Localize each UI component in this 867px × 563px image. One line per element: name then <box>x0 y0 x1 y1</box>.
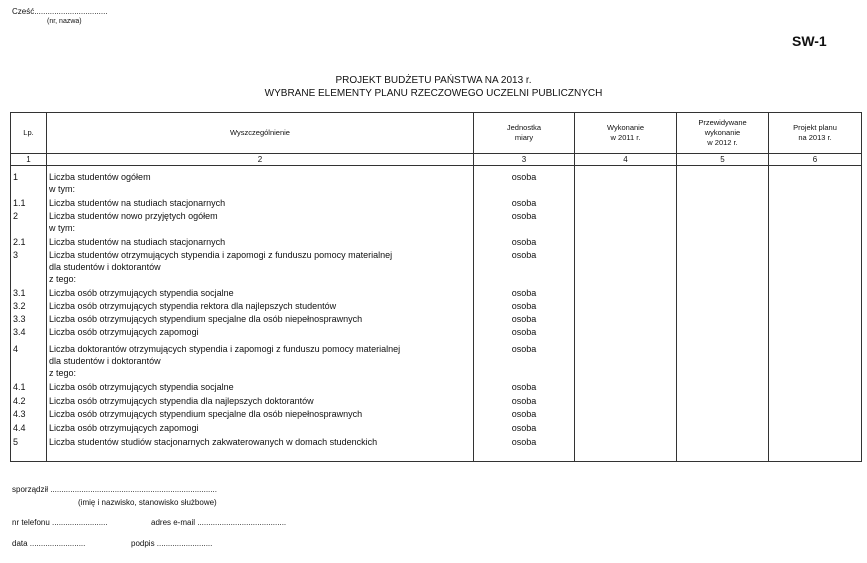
document-title-line2: WYBRANE ELEMENTY PLANU RZECZOWEGO UCZELNI PUBLICZNYCH <box>264 88 603 99</box>
row-unit: osoba <box>511 198 537 208</box>
row-lp: 1 <box>13 172 19 182</box>
row-lp: 3.1 <box>13 288 26 298</box>
email-field[interactable]: adres e-mail ........................................ <box>151 518 287 527</box>
plan-table <box>10 112 862 462</box>
table-header-row <box>11 113 862 154</box>
row-unit: osoba <box>511 382 537 392</box>
row-description: Liczba osób otrzymujących zapomogi <box>49 423 199 433</box>
description-column <box>47 166 474 462</box>
row-description: Liczba osób otrzymujących stypendium specjalne dla osób niepełnosprawnych <box>49 314 363 324</box>
form-code: SW-1 <box>792 33 827 49</box>
row-description: Liczba studentów na studiach stacjonarnych <box>49 198 226 208</box>
prepared-by-field[interactable]: sporządził ........................................................................... <box>12 485 217 494</box>
row-description: dla studentów i doktorantów <box>49 262 161 272</box>
row-unit: osoba <box>511 396 537 406</box>
row-description: Liczba osób otrzymujących stypendia rektora dla najlepszych studentów <box>49 301 337 311</box>
value-2012-column[interactable] <box>677 166 769 462</box>
row-description: z tego: <box>49 274 77 284</box>
row-description: Liczba studentów na studiach stacjonarnych <box>49 237 226 247</box>
row-unit: osoba <box>511 288 537 298</box>
col-header-2013: Projekt planu na 2013 r. <box>769 113 862 154</box>
unit-column <box>474 166 575 462</box>
table-body-row <box>11 166 862 462</box>
row-description: Liczba osób otrzymujących stypendia socjalne <box>49 288 234 298</box>
row-lp: 4.4 <box>13 423 26 433</box>
row-description: Liczba studentów otrzymujących stypendia i zapomogi z funduszu pomocy materialnej <box>49 250 393 260</box>
col-header-lp: Lp. <box>11 113 47 154</box>
col-header-2012: Przewidywane wykonanie w 2012 r. <box>677 113 769 154</box>
row-unit: osoba <box>511 409 537 419</box>
col-number: 4 <box>575 154 677 166</box>
row-lp: 3.3 <box>13 314 26 324</box>
row-description: Liczba osób otrzymujących stypendia socjalne <box>49 382 234 392</box>
prepared-by-hint: (imię i nazwisko, stanowisko służbowe) <box>78 498 217 507</box>
row-description: Liczba studentów nowo przyjętych ogółem <box>49 211 218 221</box>
row-lp: 3.2 <box>13 301 26 311</box>
col-header-unit: Jednostka miary <box>474 113 575 154</box>
row-description: w tym: <box>49 184 75 194</box>
value-2011-column[interactable] <box>575 166 677 462</box>
row-lp: 4.1 <box>13 382 26 392</box>
row-description: z tego: <box>49 368 77 378</box>
row-lp: 5 <box>13 437 19 447</box>
phone-field[interactable]: nr telefonu ......................... <box>12 518 108 527</box>
col-number: 2 <box>47 154 474 166</box>
row-unit: osoba <box>511 237 537 247</box>
row-unit: osoba <box>511 301 537 311</box>
row-lp: 4.3 <box>13 409 26 419</box>
row-description: dla studentów i doktorantów <box>49 356 161 366</box>
part-field[interactable]: Cześć................................. <box>12 7 108 16</box>
row-description: Liczba osób otrzymujących stypendia dla najlepszych doktorantów <box>49 396 314 406</box>
row-lp: 3.4 <box>13 327 26 337</box>
row-lp: 3 <box>13 250 19 260</box>
row-description: w tym: <box>49 223 75 233</box>
row-unit: osoba <box>511 250 537 260</box>
col-number: 5 <box>677 154 769 166</box>
col-number: 1 <box>11 154 47 166</box>
col-number: 3 <box>474 154 575 166</box>
row-description: Liczba doktorantów otrzymujących stypendia i zapomogi z funduszu pomocy materialnej <box>49 344 401 354</box>
column-number-row <box>11 154 862 166</box>
col-number: 6 <box>769 154 862 166</box>
col-header-2011: Wykonanie w 2011 r. <box>575 113 677 154</box>
row-lp: 2 <box>13 211 19 221</box>
row-unit: osoba <box>511 327 537 337</box>
document-title-line1: PROJEKT BUDŻETU PAŃSTWA NA 2013 r. <box>335 75 532 86</box>
row-description: Liczba osób otrzymujących stypendium specjalne dla osób niepełnosprawnych <box>49 409 363 419</box>
row-unit: osoba <box>511 314 537 324</box>
date-field[interactable]: data ......................... <box>12 539 86 548</box>
col-header-description: Wyszczególnienie <box>47 113 474 154</box>
value-2013-column[interactable] <box>769 166 862 462</box>
signature-field[interactable]: podpis ......................... <box>131 539 213 548</box>
row-unit: osoba <box>511 437 537 447</box>
row-unit: osoba <box>511 344 537 354</box>
row-lp: 4.2 <box>13 396 26 406</box>
row-unit: osoba <box>511 211 537 221</box>
row-lp: 2.1 <box>13 237 26 247</box>
row-description: Liczba osób otrzymujących zapomogi <box>49 327 199 337</box>
row-lp: 4 <box>13 344 19 354</box>
row-lp: 1.1 <box>13 198 26 208</box>
lp-column <box>11 166 47 462</box>
row-description: Liczba studentów ogółem <box>49 172 151 182</box>
row-description: Liczba studentów studiów stacjonarnych zakwaterowanych w domach studenckich <box>49 437 378 447</box>
part-field-hint: (nr, nazwa) <box>47 18 82 25</box>
row-unit: osoba <box>511 423 537 433</box>
row-unit: osoba <box>511 172 537 182</box>
